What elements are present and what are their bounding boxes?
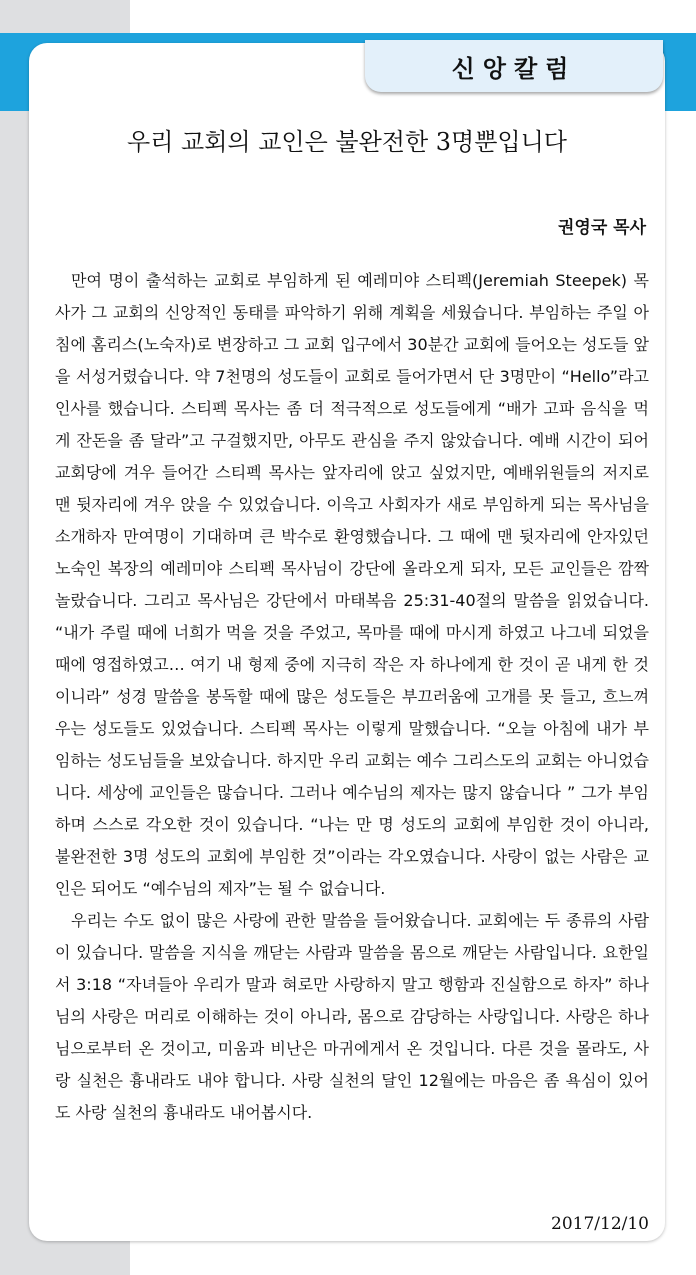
section-label: 신앙칼럼 <box>451 54 577 83</box>
body-paragraph: 만여 명이 출석하는 교회로 부임하게 된 예레미야 스티펙(Jeremiah Steepek) 목사가 그 교회의 신앙적인 동태를 파악하기 위해 계획을 세웠습니다. 부임하는 주일 아침에 홈리스(노숙자)로 변장하고 그 교회 입구에서 30분간 교회에 들어오는 성도들 앞을 서성거렸습니다. 약 7천명의 성도들이 교회로 들어가면서 단 3명만이 “Hello”라고 인사를 했습니다. 스티펙 목사는 좀 더 적극적으로 성도들에게 “배가 고파 음식을 먹게 잔돈을 좀 달라”고 구걸했지만, 아무도 관심을 주지 않았습니다. 예배 시간이 되어 교회당에 겨우 들어간 스티펙 목사는 앞자리에 앉고 싶었지만, 예배위원들의 저지로 맨 뒷자리에 겨우 앉을 수 있었습니다. 이윽고 사회자가 새로 부임하게 되는 목사님을 소개하자 만여명이 기대하며 큰 박수로 환영했습니다. 그 때에 맨 뒷자리에 안자있던 노숙인 복장의 예레미야 스티펙 목사님이 강단에 올라오게 되자, 모든 교인들은 깜짝 놀랐습니다. 그리고 목사님은 강단에서 마태복음 25:31-40절의 말씀을 읽었습니다. “내가 주릴 때에 너희가 먹을 것을 주었고, 목마를 때에 마시게 하였고 나그네 되었을 때에 영접하였고… 여기 내 형제 중에 지극히 작은 자 하나에게 한 것이 곧 내게 한 것이니라” 성경 말씀을 봉독할 때에 많은 성도들은 부끄러움에 고개를 못 들고, 흐느껴 우는 성도들도 있었습니다. 스티펙 목사는 이렇게 말했습니다. “오늘 아침에 내가 부임하는 성도님들을 보았습니다. 하지만 우리 교회는 예수 그리스도의 교회는 아니었습니다. 세상에 교인들은 많습니다. 그러나 예수님의 제자는 많지 않습니다 ” 그가 부임하며 스스로 각오한 것이 있습니다. “나는 만 명 성도의 교회에 부임한 것이 아니라, 불완전한 3명 성도의 교회에 부임한 것”이라는 각오였습니다. 사랑이 없는 사람은 교인은 되어도 “예수님의 제자”는 될 수 없습니다. <box>55 271 649 898</box>
article-author: 권영국 목사 <box>557 218 646 238</box>
article-title: 우리 교회의 교인은 불완전한 3명뿐입니다 <box>127 128 567 156</box>
article-body <box>55 265 649 1129</box>
article-date: 2017/12/10 <box>551 1214 649 1234</box>
body-paragraph: 우리는 수도 없이 많은 사랑에 관한 말씀을 들어왔습니다. 교회에는 두 종류의 사람이 있습니다. 말씀을 지식을 깨닫는 사람과 말씀을 몸으로 깨닫는 사람입니다. 요한일서 3:18 “자녀들아 우리가 말과 혀로만 사랑하지 말고 행함과 진실함으로 하자” 하나님의 사랑은 머리로 이해하는 것이 아니라, 몸으로 감당하는 사랑입니다. 사랑은 하나님으로부터 온 것이고, 미움과 비난은 마귀에게서 온 것입니다. 다른 것을 몰라도, 사랑 실천은 흉내라도 내야 합니다. 사랑 실천의 달인 12월에는 마음은 좀 욕심이 있어도 사랑 실천의 흉내라도 내어봅시다. <box>55 911 649 1122</box>
section-tab <box>365 40 663 92</box>
